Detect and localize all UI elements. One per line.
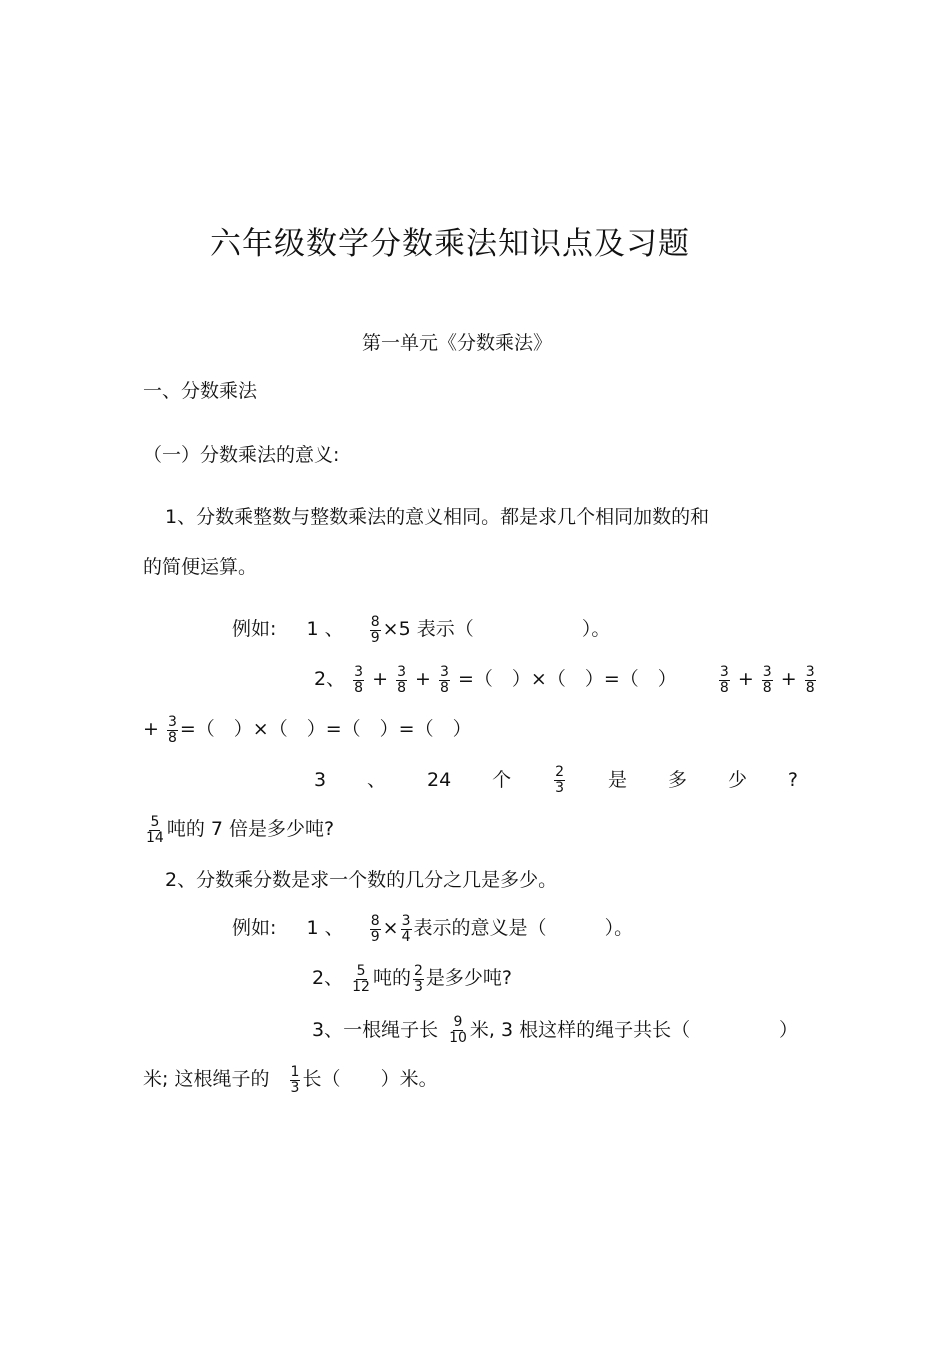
fraction: $\frac{2}{3}$ (555, 764, 565, 796)
word: 多 (667, 768, 687, 791)
fraction: $\frac{3}{8}$ (397, 664, 406, 696)
expression-text: 吨的 (372, 967, 411, 989)
example1-item3 (314, 764, 798, 795)
word: ? (787, 768, 798, 791)
example2-item1 (232, 913, 633, 944)
example1-item2 (314, 664, 818, 695)
example-label: 例如: (232, 917, 277, 939)
point1-line2: 的简便运算。 (143, 556, 258, 578)
point2: 2、分数乘分数是求一个数的几分之几是多少。 (165, 869, 558, 891)
word: 、 (367, 768, 387, 791)
fraction: $\frac{3}{4}$ (401, 913, 411, 945)
fraction: $\frac{8}{9}$ (370, 614, 380, 646)
fraction: $\frac{3}{8}$ (167, 714, 177, 746)
word: 是 (608, 768, 628, 791)
expression-end: ） (778, 1018, 798, 1041)
plus-sign: + (780, 668, 797, 690)
fraction: $\frac{3}{8}$ (440, 664, 449, 696)
expression-end: ）米。 (380, 1068, 438, 1090)
fraction: $\frac{8}{9}$ (370, 913, 380, 945)
fraction: $\frac{3}{8}$ (762, 664, 772, 696)
expression-text: 表示的意义是（ (413, 917, 547, 939)
item-number: 2、 (312, 967, 344, 989)
question-text: 米; 这根绳子的 (143, 1068, 270, 1090)
section-heading: 一、分数乘法 (143, 380, 258, 402)
equation-blanks: =（ ）×（ ）=（ ）=（ ） (179, 718, 472, 740)
question-text: 是多少吨? (425, 967, 512, 989)
point1-line1: 1、分数乘整数与整数乘法的意义相同。都是求几个相同加数的和 (165, 506, 710, 528)
word: 少 (727, 768, 747, 791)
fraction: $\frac{5}{14}$ (146, 814, 164, 846)
plus-sign: + (415, 668, 431, 690)
expression-end: ）。 (581, 618, 611, 640)
plus-sign: + (143, 718, 159, 740)
fraction: $\frac{3}{8}$ (805, 664, 815, 696)
example2-item3-cont (143, 1064, 438, 1095)
example1-item2-cont (143, 714, 472, 745)
word: 3 (314, 768, 327, 791)
fraction: $\frac{2}{3}$ (413, 963, 423, 995)
expression-text: ×5 表示（ (382, 618, 474, 640)
unit-title: 第一单元《分数乘法》 (362, 332, 553, 354)
word: 个 (492, 768, 512, 791)
fraction: $\frac{3}{8}$ (719, 664, 729, 696)
example2-item3 (312, 1014, 798, 1045)
expression-end: ）。 (604, 917, 634, 939)
question-text: 米, 3 根这样的绳子共长（ (469, 1018, 691, 1041)
equation-blanks: =（ ）×（ ）=（ ） (457, 668, 677, 690)
plus-sign: + (737, 668, 754, 690)
example1-item1 (232, 614, 610, 645)
times-sign: × (382, 917, 399, 939)
word: 24 (427, 768, 452, 791)
question-text: 吨的 7 倍是多少吨? (166, 818, 335, 840)
example2-item2 (312, 963, 512, 994)
fraction: $\frac{3}{8}$ (354, 664, 364, 696)
fraction: $\frac{1}{3}$ (290, 1064, 300, 1096)
fraction: $\frac{9}{10}$ (449, 1014, 467, 1046)
example1-item3-cont (143, 814, 334, 845)
fraction: $\frac{5}{12}$ (352, 963, 370, 995)
question-text: 3、一根绳子长 (312, 1018, 439, 1041)
item-number: 2、 (314, 668, 346, 690)
example-label: 例如: (232, 618, 277, 640)
question-text: 长（ (302, 1068, 341, 1090)
item-number: 1 、 (306, 917, 344, 939)
plus-sign: + (372, 668, 389, 690)
page-title: 六年级数学分数乘法知识点及习题 (210, 226, 690, 262)
subsection-heading: （一）分数乘法的意义: (143, 444, 340, 466)
item-number: 1 、 (306, 618, 344, 640)
